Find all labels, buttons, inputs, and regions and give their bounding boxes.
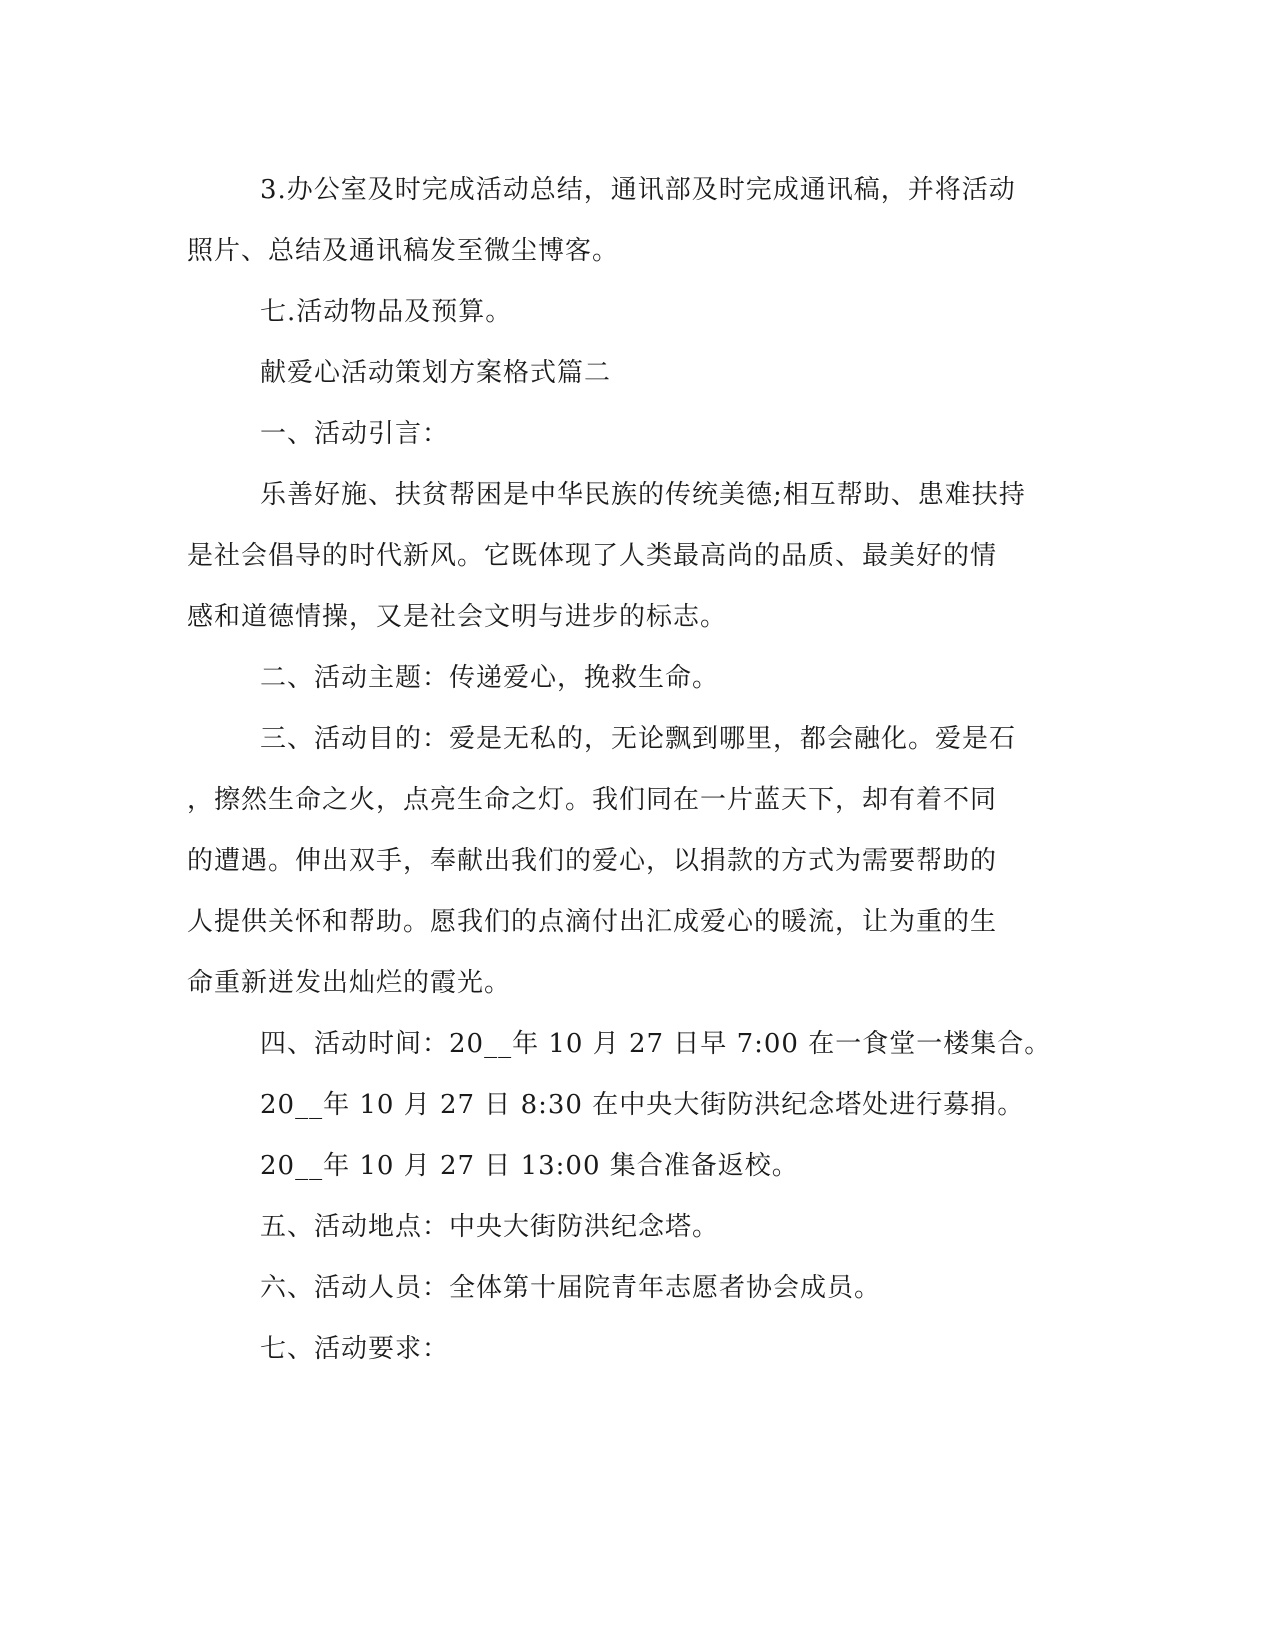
- paragraph-participants: 六、活动人员：全体第十届院青年志愿者协会成员。: [260, 1273, 882, 1303]
- paragraph-purpose-line-3: 的遭遇。伸出双手，奉献出我们的爱心，以捐款的方式为需要帮助的: [187, 846, 998, 876]
- paragraph-time-return: 20__年 10 月 27 日 13:00 集合准备返校。: [260, 1151, 799, 1181]
- paragraph-theme: 二、活动主题：传递爱心，挽救生命。: [260, 663, 720, 693]
- paragraph-purpose-line-1: 三、活动目的：爱是无私的，无论飘到哪里，都会融化。爱是石: [260, 724, 1017, 754]
- paragraph-purpose-line-4: 人提供关怀和帮助。愿我们的点滴付出汇成爱心的暖流，让为重的生: [187, 907, 998, 937]
- heading-introduction: 一、活动引言：: [260, 419, 450, 449]
- document-body: [187, 160, 1087, 1380]
- paragraph-intro-line-2: 是社会倡导的时代新风。它既体现了人类最高尚的品质、最美好的情: [187, 541, 998, 571]
- paragraph-location: 五、活动地点：中央大街防洪纪念塔。: [260, 1212, 720, 1242]
- paragraph-purpose-line-2: ，擦然生命之火，点亮生命之灯。我们同在一片蓝天下，却有着不同: [187, 785, 998, 815]
- paragraph-summary-line-2: 照片、总结及通讯稿发至微尘博客。: [187, 236, 620, 266]
- paragraph-purpose-line-5: 命重新迸发出灿烂的霞光。: [187, 968, 512, 998]
- paragraph-time-fundraising: 20__年 10 月 27 日 8:30 在中央大街防洪纪念塔处进行募捐。: [260, 1090, 1025, 1120]
- paragraph-intro-line-1: 乐善好施、扶贫帮困是中华民族的传统美德;相互帮助、患难扶持: [260, 480, 1026, 510]
- paragraph-time: 四、活动时间：20__年 10 月 27 日早 7:00 在一食堂一楼集合。: [260, 1029, 1052, 1059]
- heading-requirements: 七、活动要求：: [260, 1334, 450, 1364]
- paragraph-budget-heading: 七.活动物品及预算。: [260, 297, 513, 327]
- section-title: 献爱心活动策划方案格式篇二: [260, 358, 612, 388]
- paragraph-summary-line-1: 3.办公室及时完成活动总结，通讯部及时完成通讯稿，并将活动: [260, 175, 1016, 205]
- paragraph-intro-line-3: 感和道德情操，又是社会文明与进步的标志。: [187, 602, 728, 632]
